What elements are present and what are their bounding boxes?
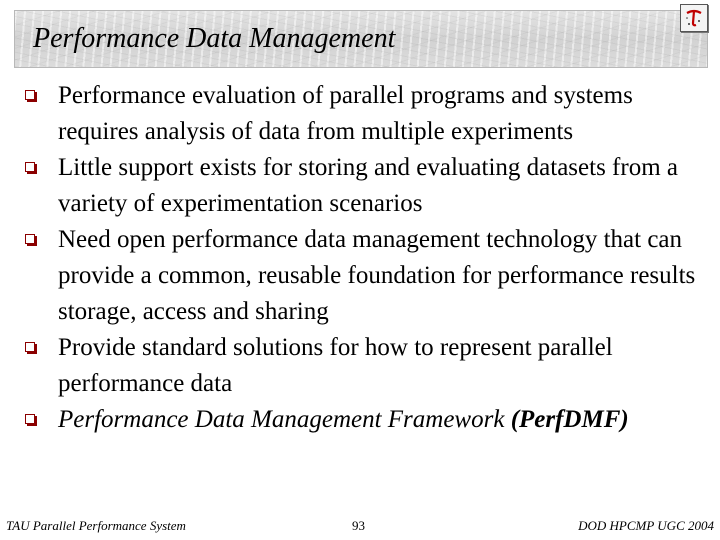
hollow-square-bullet-icon [25, 342, 35, 352]
slide-title: Performance Data Management [33, 23, 396, 54]
bullet-text: Performance evaluation of parallel programs and systems requires analysis of data from multiple experiments [58, 82, 633, 145]
framework-name: Performance Data Management Framework [58, 406, 511, 433]
hollow-square-bullet-icon [25, 90, 35, 100]
bullet-item [24, 78, 704, 150]
page-number: 93 [352, 518, 365, 533]
footer-left-text: TAU Parallel Performance System [6, 518, 186, 533]
bullet-item [24, 330, 704, 402]
bullet-item [24, 402, 704, 438]
bullet-text: Little support exists for storing and evaluating datasets from a variety of experimentation scenarios [58, 154, 678, 217]
bullet-item [24, 150, 704, 222]
bullet-text: Need open performance data management technology that can provide a common, reusable foundation for performance results storage, access and sharing [58, 226, 696, 325]
hollow-square-bullet-icon [25, 162, 35, 172]
bullet-text [58, 406, 629, 433]
hollow-square-bullet-icon [25, 414, 35, 424]
hollow-square-bullet-icon [25, 234, 35, 244]
title-bar [14, 10, 708, 68]
bullet-list [24, 78, 704, 438]
footer-right-text: DOD HPCMP UGC 2004 [578, 518, 714, 533]
bullet-text: Provide standard solutions for how to represent parallel performance data [58, 334, 613, 397]
framework-acronym: (PerfDMF) [510, 406, 629, 433]
tau-logo-icon [680, 4, 708, 32]
bullet-item [24, 222, 704, 330]
